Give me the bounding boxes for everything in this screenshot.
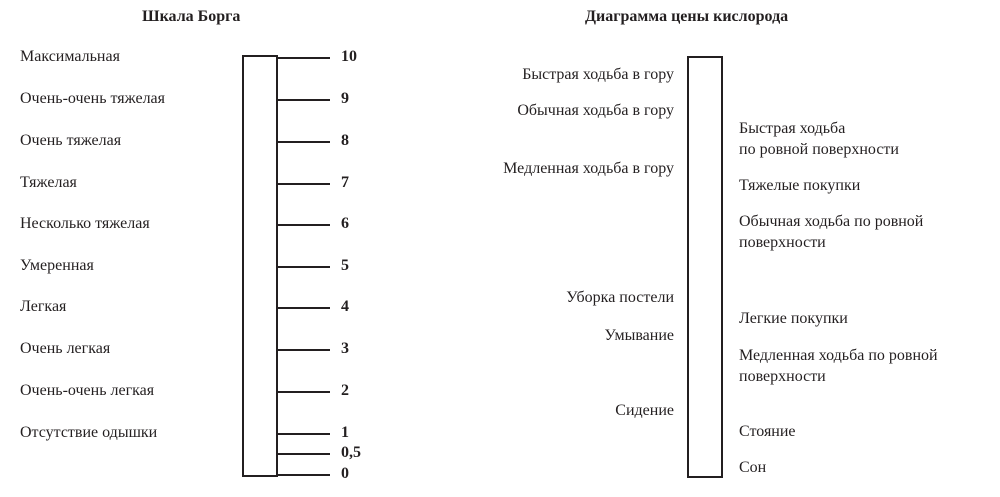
borg-scale-title: Шкала Борга xyxy=(142,8,241,25)
borg-tick-5 xyxy=(278,266,330,268)
borg-tick-7 xyxy=(278,349,330,351)
borg-level-value: 3 xyxy=(341,340,349,357)
oxygen-left-activity: Обычная ходьба в гору xyxy=(517,102,674,119)
borg-level-label: Отсутствие одышки xyxy=(20,424,158,441)
borg-level-label: Тяжелая xyxy=(20,174,77,191)
oxygen-left-activity: Уборка постели xyxy=(566,289,674,306)
borg-tick-6 xyxy=(278,307,330,309)
borg-tick-1 xyxy=(278,99,330,101)
borg-level-value: 0,5 xyxy=(341,444,361,461)
borg-level-label: Очень-очень легкая xyxy=(20,382,155,399)
borg-level-value: 9 xyxy=(341,90,349,107)
borg-tick-10 xyxy=(278,453,330,455)
borg-level-label: Умеренная xyxy=(20,257,94,274)
borg-level-value: 7 xyxy=(341,174,349,191)
oxygen-right-activity: Стояние xyxy=(739,423,796,440)
borg-level-value: 0 xyxy=(341,465,349,482)
oxygen-left-activity: Быстрая ходьба в гору xyxy=(522,66,674,83)
borg-level-label: Очень тяжелая xyxy=(20,132,122,149)
borg-level-value: 6 xyxy=(341,215,349,232)
borg-tick-0 xyxy=(278,57,330,59)
borg-tick-3 xyxy=(278,183,330,185)
oxygen-right-activity: Легкие покупки xyxy=(739,310,848,327)
borg-level-value: 1 xyxy=(341,424,349,441)
borg-tick-8 xyxy=(278,391,330,393)
borg-level-value: 2 xyxy=(341,382,349,399)
oxygen-diagram-title: Диаграмма цены кислорода xyxy=(585,8,789,25)
borg-scale-bar xyxy=(242,55,278,477)
oxygen-diagram-bar xyxy=(687,56,723,478)
oxygen-right-activity: Тяжелые покупки xyxy=(739,177,861,194)
borg-level-label: Очень-очень тяжелая xyxy=(20,90,166,107)
borg-tick-11 xyxy=(278,474,330,476)
oxygen-right-activity: Медленная ходьба по ровной поверхности xyxy=(739,347,938,385)
borg-level-label: Легкая xyxy=(20,298,67,315)
borg-level-value: 8 xyxy=(341,132,349,149)
borg-level-value: 4 xyxy=(341,298,349,315)
borg-level-value: 5 xyxy=(341,257,349,274)
oxygen-left-activity: Медленная ходьба в гору xyxy=(503,160,674,177)
borg-tick-9 xyxy=(278,433,330,435)
borg-tick-4 xyxy=(278,224,330,226)
borg-level-label: Очень легкая xyxy=(20,340,111,357)
oxygen-left-activity: Сидение xyxy=(615,402,674,419)
oxygen-left-activity: Умывание xyxy=(604,327,674,344)
borg-level-label: Максимальная xyxy=(20,48,120,65)
borg-level-label: Несколько тяжелая xyxy=(20,215,150,232)
oxygen-right-activity: Быстрая ходьба по ровной поверхности xyxy=(739,120,899,158)
borg-tick-2 xyxy=(278,141,330,143)
oxygen-right-activity: Сон xyxy=(739,459,767,476)
oxygen-right-activity: Обычная ходьба по ровной поверхности xyxy=(739,213,924,251)
borg-level-value: 10 xyxy=(341,48,357,65)
